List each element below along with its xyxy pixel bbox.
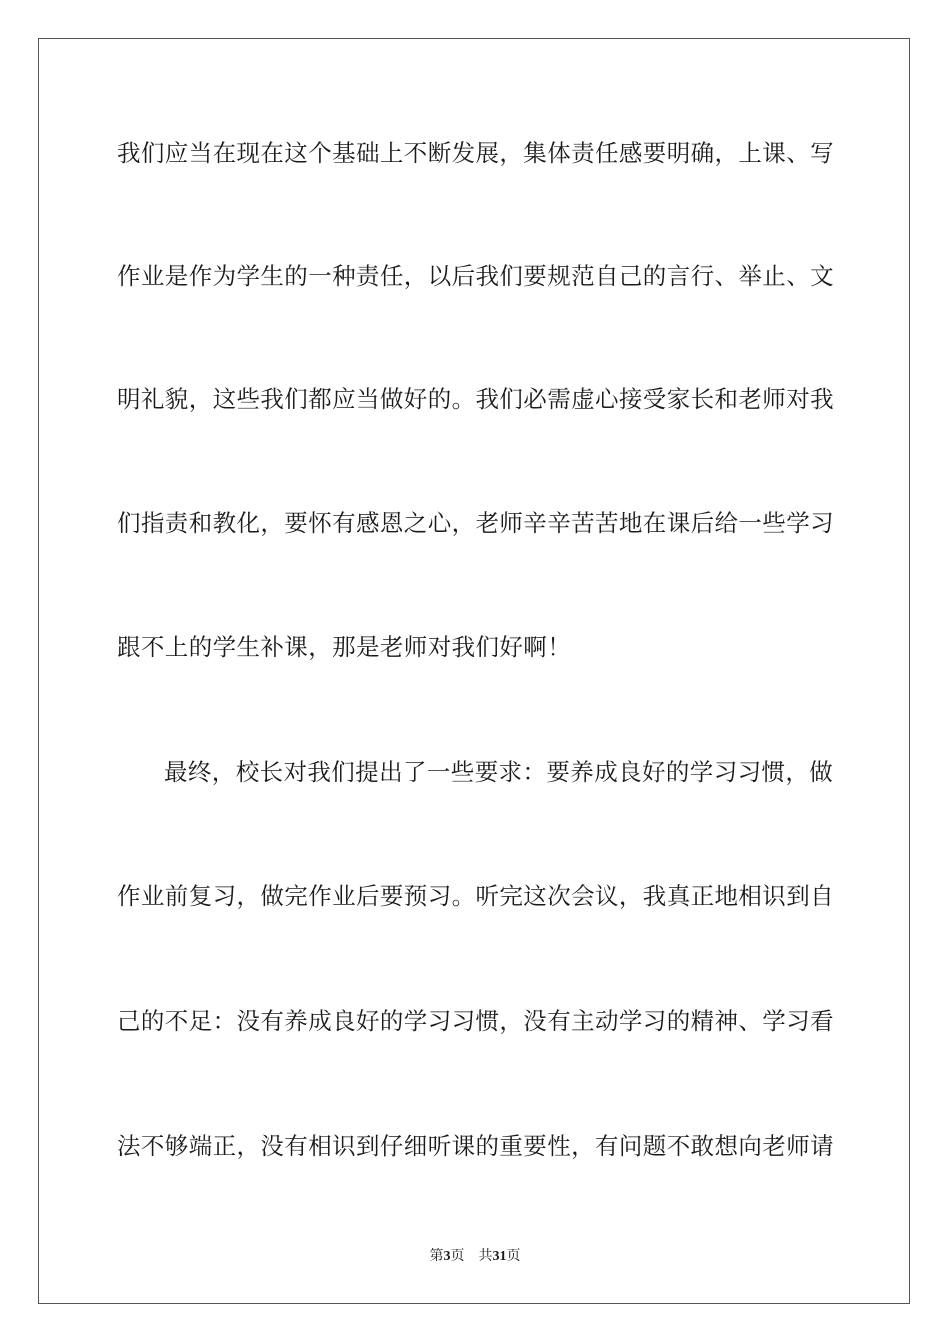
- body-text-line: 明礼貌，这些我们都应当做好的。我们必需虚心接受家长和老师对我: [117, 385, 834, 413]
- total-suffix: 页: [506, 1248, 521, 1264]
- body-text-line: 作业前复习，做完作业后要预习。听完这次会议，我真正地相识到自: [117, 882, 834, 910]
- body-text-line: 己的不足：没有养成良好的学习习惯，没有主动学习的精神、学习看: [117, 1007, 834, 1035]
- total-prefix: 共: [478, 1248, 493, 1264]
- total-pages: 31: [492, 1249, 507, 1264]
- body-text-line: 我们应当在现在这个基础上不断发展，集体责任感要明确，上课、写: [117, 139, 834, 167]
- page-number: 3: [443, 1249, 451, 1264]
- paragraph-start-line: 最终，校长对我们提出了一些要求：要养成良好的学习习惯，做: [164, 758, 834, 786]
- body-text-line: 们指责和教化，要怀有感恩之心，老师辛辛苦苦地在课后给一些学习: [117, 509, 834, 537]
- page-footer: [0, 1247, 950, 1266]
- page-suffix: 页: [450, 1248, 465, 1264]
- page-border: [38, 38, 910, 1304]
- body-text-line: 法不够端正，没有相识到仔细听课的重要性，有问题不敢想向老师请: [117, 1132, 834, 1160]
- page-prefix: 第: [429, 1248, 444, 1264]
- body-text-line: 作业是作为学生的一种责任，以后我们要规范自己的言行、举止、文: [117, 262, 834, 290]
- body-text-line: 跟不上的学生补课，那是老师对我们好啊！: [117, 633, 572, 661]
